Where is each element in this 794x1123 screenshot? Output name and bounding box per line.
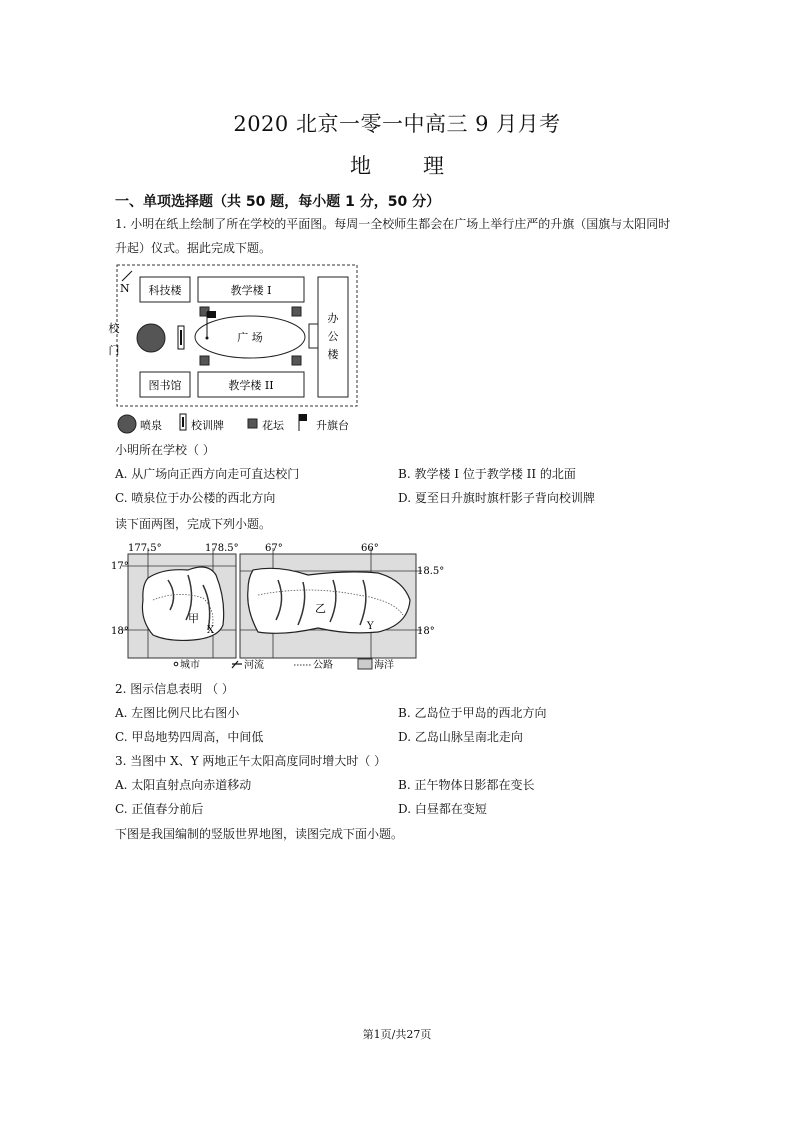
q3-option-c[interactable]: C. 正值春分前后 [115,802,204,816]
flowerbed-ne [292,307,301,316]
island-yi [248,568,410,633]
page-footer: 第1页/共27页 [362,1028,432,1041]
legend-ocean-icon [358,659,372,669]
flowerbed-se [292,356,301,365]
legend-fountain-label: 喷泉 [140,419,162,432]
read-two-maps: 读下面两图，完成下列小题。 [115,517,272,531]
legend-city-icon [174,662,178,666]
right-lat-1: 18.5° [417,566,445,577]
left-lat-2: 18° [111,626,129,637]
x-label: X [207,625,215,636]
legend-flowerbed-icon [248,419,257,428]
right-lon-2: 66° [361,543,379,554]
legend-flagpole-label: 升旗台 [316,419,349,432]
legend-motto-label: 校训牌 [191,419,224,432]
fountain-symbol [137,324,165,352]
bangong-label-2: 公 [327,330,339,343]
section-heading: 一、单项选择题（共 50 题，每小题 1 分，50 分） [115,194,441,210]
island-maps [108,540,448,675]
north-label: N [120,282,130,295]
flowerbed-sw [200,356,209,365]
left-lon-1: 177.5° [128,543,162,554]
q3-option-a[interactable]: A. 太阳直射点向赤道移动 [115,778,252,792]
legend-ocean-label: 海洋 [374,660,394,671]
exam-title: 2020 北京一零一中高三 9 月月考 [233,112,561,136]
bangong-label-1: 办 [327,312,339,325]
q1-intro-line-1: 1. 小明在纸上绘制了所在学校的平面图。每周一全校师生都会在广场上举行庄严的升旗（国旗与太阳同时 [115,217,671,231]
jiaoxue1-label: 教学楼 I [230,284,272,297]
q1-intro-line-2: 升起）仪式。据此完成下题。 [115,241,272,255]
legend-city-label: 城市 [180,660,200,671]
q2-option-a[interactable]: A. 左图比例尺比右图小 [115,706,240,720]
legend-fountain-icon [118,415,136,433]
q1-option-a[interactable]: A. 从广场向正西方向走可直达校门 [115,467,300,481]
legend-river-icon [232,661,242,668]
yi-label: 乙 [315,602,326,615]
y-label: Y [367,621,374,632]
square-label: 广 场 [237,331,263,344]
world-map-intro: 下图是我国编制的竖版世界地图，读图完成下面小题。 [115,827,404,841]
subject-title [0,150,794,180]
q1-stem: 小明所在学校（ ） [115,443,215,457]
q3-option-b[interactable]: B. 正午物体日影都在变长 [398,778,535,792]
q3-stem: 3. 当图中 X、Y 两地正午太阳高度同时增大时（ ） [115,754,387,768]
jiaoxue2-label: 教学楼 II [228,379,274,392]
q3-option-d[interactable]: D. 白昼都在变短 [398,802,487,816]
tushuguan-label: 图书馆 [148,379,182,392]
left-lat-1: 17° [111,561,129,572]
subject-char-2: 理 [423,154,444,178]
q1-option-d[interactable]: D. 夏至日升旗时旗杆影子背向校训牌 [398,491,595,505]
legend-flowerbed-label: 花坛 [262,419,284,432]
xiaomen-label-2: 门 [108,344,120,357]
q1-option-c[interactable]: C. 喷泉位于办公楼的西北方向 [115,491,276,505]
right-lat-2: 18° [417,626,435,637]
north-arrow [122,271,132,281]
bangong-label-3: 楼 [327,348,339,361]
q2-option-d[interactable]: D. 乙岛山脉呈南北走向 [398,730,523,744]
jia-label: 甲 [188,612,199,625]
q2-option-b[interactable]: B. 乙岛位于甲岛的西北方向 [398,706,547,720]
legend-river-label: 河流 [244,660,264,671]
left-lon-2: 178.5° [205,543,239,554]
q1-option-b[interactable]: B. 教学楼 I 位于教学楼 II 的北面 [398,467,576,481]
legend-road-label: 公路 [313,660,333,671]
subject-char-1: 地 [350,154,371,178]
right-lon-1: 67° [265,543,283,554]
school-map [108,262,368,438]
keji-label: 科技楼 [148,284,182,297]
xiaomen-label-1: 校 [108,322,120,335]
q2-option-c[interactable]: C. 甲岛地势四周高，中间低 [115,730,264,744]
q2-stem: 2. 图示信息表明 （ ） [115,682,234,696]
